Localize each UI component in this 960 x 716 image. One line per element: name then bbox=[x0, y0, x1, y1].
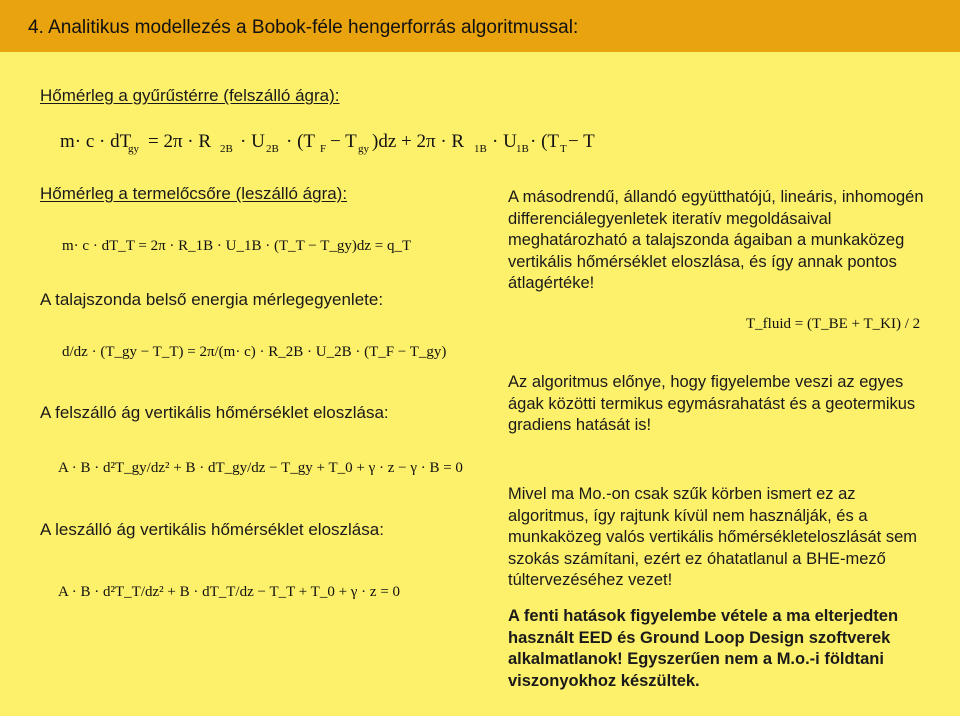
title-bar bbox=[0, 0, 960, 52]
paragraph-software-limitations: A fenti hatások figyelembe vétele a ma elterjedten használt EED és Ground Loop Design szoftverek alkalmatlanok! Egyszerűen nem a M.o.-i földtani viszonyokhoz készültek. bbox=[508, 607, 899, 690]
svg-text:2B: 2B bbox=[266, 143, 279, 155]
paragraph-advantage: Az algoritmus előnye, hogy figyelembe veszi az egyes ágak közötti termikus egymásrahatást és a geotermikus gradiens hatását is! bbox=[508, 373, 916, 434]
svg-text:· U: · U bbox=[492, 131, 517, 152]
svg-text:F: F bbox=[320, 143, 327, 155]
svg-text:T: T bbox=[560, 143, 567, 155]
svg-text:1B: 1B bbox=[516, 143, 529, 155]
equation-riser-distribution: A · B · d²T_gy/dz² + B · dT_gy/dz − T_gy + T_0 + γ · z − γ · B = 0 bbox=[58, 460, 463, 476]
subhead-riser-distribution: A felszálló ág vertikális hőmérséklet eloszlása: bbox=[40, 403, 389, 422]
svg-text:gy: gy bbox=[128, 143, 139, 155]
svg-text:· (T: · (T bbox=[286, 131, 316, 152]
equation-energy-balance: d/dz · (T_gy − T_T) = 2π/(m· c) · R_2B · U_2B · (T_F − T_gy) bbox=[62, 344, 447, 360]
svg-text:2B: 2B bbox=[220, 143, 233, 155]
equation-fluid-mean-temperature: T_fluid = (T_BE + T_KI) / 2 bbox=[746, 316, 921, 332]
heading-production-pipe: Hőmérleg a termelőcsőre (leszálló ágra): bbox=[40, 184, 348, 203]
slide-title: 4. Analitikus modellezés a Bobok-féle hengerforrás algoritmussal: bbox=[28, 17, 579, 38]
svg-text:− T: − T bbox=[330, 131, 357, 152]
svg-text:gy: gy bbox=[358, 143, 369, 155]
svg-text:= 2π · R: = 2π · R bbox=[148, 131, 212, 152]
paragraph-hungary-usage: Mivel ma Mo.-on csak szűk körben ismert ez az algoritmus, így rajtunk kívül nem használják, és a munkaközeg valós vertikális hőmérsékleteloszlását sem szokás számítani, ezért ez óhatatlanul a BHE-mező túltervezéséhez vezet! bbox=[508, 485, 918, 589]
subhead-downcomer-distribution: A leszálló ág vertikális hőmérséklet eloszlása: bbox=[40, 520, 384, 539]
svg-text:− T: − T bbox=[568, 131, 595, 152]
svg-text:· U: · U bbox=[240, 131, 265, 152]
svg-text:1B: 1B bbox=[474, 143, 487, 155]
heading-annulus-balance: Hőmérleg a gyűrűstérre (felszálló ágra): bbox=[40, 86, 340, 105]
paragraph-iterative-solution: A másodrendű, állandó együtthatójú, lineáris, inhomogén differenciálegyenletek iteratív megoldásaival meghatározható a talajszonda ágaiban a munkaközeg vertikális hőmérséklet eloszlása, és így annak pontos átlagértéke! bbox=[508, 188, 924, 292]
svg-text:m· c · dT: m· c · dT bbox=[60, 131, 132, 152]
svg-text:)dz + 2π · R: )dz + 2π · R bbox=[372, 131, 465, 152]
equation-production-pipe: m· c · dT_T = 2π · R_1B · U_1B · (T_T − T_gy)dz = q_T bbox=[62, 238, 412, 254]
equation-downcomer-distribution: A · B · d²T_T/dz² + B · dT_T/dz − T_T + T_0 + γ · z = 0 bbox=[58, 584, 401, 600]
svg-text:· (T: · (T bbox=[530, 131, 560, 152]
subhead-energy-balance: A talajszonda belső energia mérlegegyenlete: bbox=[40, 290, 384, 309]
